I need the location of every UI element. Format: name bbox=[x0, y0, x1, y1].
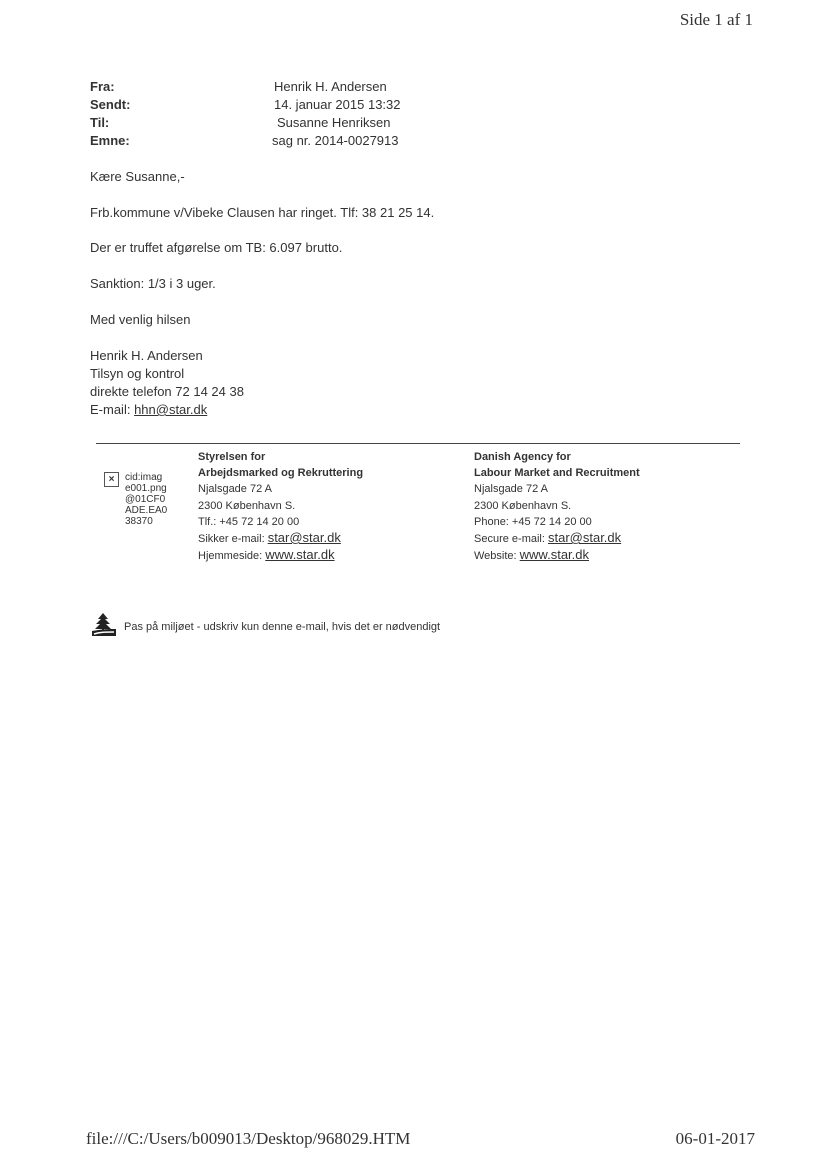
agency-en-email-line bbox=[474, 530, 640, 547]
missing-image-line: @01CF0 bbox=[125, 494, 166, 505]
page-number: Side 1 af 1 bbox=[679, 10, 753, 29]
agency-en-web-line bbox=[474, 547, 640, 564]
footer-date: 06-01-2017 bbox=[675, 1129, 755, 1148]
subject-value: sag nr. 2014-0027913 bbox=[272, 133, 399, 148]
signature-phone: direkte telefon 72 14 24 38 bbox=[90, 384, 244, 399]
signature-email-label: E-mail: bbox=[90, 402, 135, 417]
agency-da-city: 2300 København S. bbox=[198, 499, 296, 512]
agency-da-email-link[interactable]: star@star.dk bbox=[267, 530, 341, 546]
agency-en-email-label: Secure e-mail: bbox=[474, 533, 548, 546]
signature-email-link[interactable]: hhn@star.dk bbox=[134, 402, 208, 417]
agency-da-phone: Tlf.: +45 72 14 20 00 bbox=[198, 515, 300, 528]
message-line-1: Frb.kommune v/Vibeke Clausen har ringet. Tlf: 38 21 25 14. bbox=[90, 205, 435, 220]
to-label: Til: bbox=[90, 115, 110, 130]
agency-en-name-2: Labour Market and Recruitment bbox=[474, 467, 640, 480]
eco-notice-text: Pas på miljøet - udskriv kun denne e-mail, hvis det er nødvendigt bbox=[124, 621, 441, 633]
footer-file-path: file:///C:/Users/b009013/Desktop/968029.HTM bbox=[86, 1129, 411, 1148]
to-value: Susanne Henriksen bbox=[277, 115, 391, 130]
agency-da-block bbox=[198, 449, 363, 564]
agency-da-email-line bbox=[198, 530, 363, 547]
message-line-2: Der er truffet afgørelse om TB: 6.097 brutto. bbox=[90, 240, 343, 255]
agency-en-web-link[interactable]: www.star.dk bbox=[519, 547, 590, 563]
agency-en-web-label: Website: bbox=[474, 550, 520, 563]
divider bbox=[96, 443, 740, 444]
agency-da-name-2: Arbejdsmarked og Rekruttering bbox=[198, 467, 364, 480]
missing-image-ref bbox=[125, 472, 175, 527]
sent-label: Sendt: bbox=[90, 97, 131, 112]
missing-image-line: e001.png bbox=[125, 483, 167, 494]
agency-en-block bbox=[474, 449, 640, 564]
missing-image-line: 38370 bbox=[125, 516, 153, 527]
agency-en-phone: Phone: +45 72 14 20 00 bbox=[474, 515, 592, 528]
broken-image-icon: × bbox=[104, 472, 119, 487]
tree-icon bbox=[90, 612, 118, 636]
signature-department: Tilsyn og kontrol bbox=[90, 366, 185, 381]
greeting: Kære Susanne,- bbox=[90, 169, 185, 184]
signature-email-line bbox=[90, 402, 207, 417]
missing-image-line: cid:imag bbox=[125, 472, 163, 483]
agency-en-email-link[interactable]: star@star.dk bbox=[547, 530, 622, 546]
subject-label: Emne: bbox=[90, 133, 130, 148]
agency-da-web-label: Hjemmeside: bbox=[198, 550, 266, 563]
from-value: Henrik H. Andersen bbox=[274, 79, 387, 94]
agency-da-email-label: Sikker e-mail: bbox=[198, 533, 268, 546]
agency-da-name-1: Styrelsen for bbox=[198, 451, 266, 463]
message-line-3: Sanktion: 1/3 i 3 uger. bbox=[90, 276, 216, 291]
agency-da-web-line bbox=[198, 547, 363, 564]
missing-image-line: ADE.EA0 bbox=[125, 505, 168, 516]
agency-da-street: Njalsgade 72 A bbox=[198, 483, 272, 496]
agency-en-street: Njalsgade 72 A bbox=[474, 483, 548, 496]
agency-en-name-1: Danish Agency for bbox=[474, 451, 571, 463]
closing: Med venlig hilsen bbox=[90, 312, 191, 327]
agency-en-city: 2300 København S. bbox=[474, 499, 572, 512]
from-label: Fra: bbox=[90, 79, 115, 94]
sent-value: 14. januar 2015 13:32 bbox=[274, 97, 401, 112]
signature-name: Henrik H. Andersen bbox=[90, 348, 203, 363]
agency-da-web-link[interactable]: www.star.dk bbox=[265, 547, 335, 563]
